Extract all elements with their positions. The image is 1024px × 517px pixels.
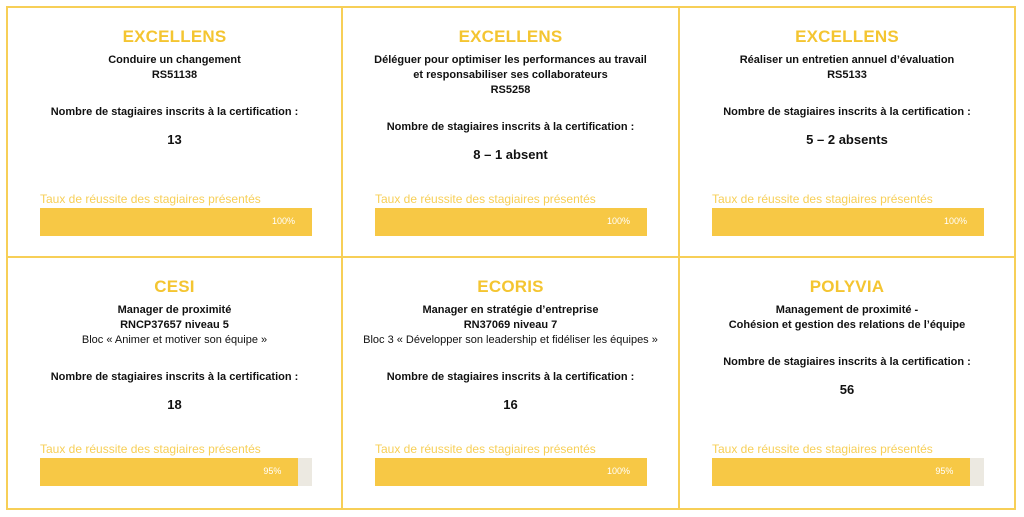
description-line: Management de proximité - <box>775 304 919 316</box>
description-line: Réaliser un entretien annuel d’évaluation <box>739 54 955 66</box>
success-rate-label: Taux de réussite des stagiaires présentés <box>40 192 261 206</box>
enrolled-count: 16 <box>503 397 518 412</box>
success-rate-fill <box>375 208 647 236</box>
success-rate-label: Taux de réussite des stagiaires présentés <box>375 442 596 456</box>
description-line: Bloc « Animer et motiver son équipe » <box>81 334 268 346</box>
success-rate-bar <box>712 208 984 236</box>
description-line: Conduire un changement <box>108 54 241 66</box>
certification-card <box>680 258 1016 510</box>
enrolled-label: Nombre de stagiaires inscrits à la certification : <box>723 356 971 368</box>
success-rate-value: 95% <box>263 466 282 476</box>
enrolled-label: Nombre de stagiaires inscrits à la certification : <box>386 371 635 383</box>
description-line: RS51138 <box>151 69 198 81</box>
success-rate-value: 100% <box>606 466 630 476</box>
success-rate-value: 95% <box>935 466 954 476</box>
description-line: RNCP37657 niveau 5 <box>120 319 229 331</box>
enrolled-count: 8 – 1 absent <box>473 147 548 162</box>
description-line: RS5133 <box>827 69 867 81</box>
certification-description <box>680 303 1014 333</box>
organization-name: EXCELLENS <box>458 27 563 46</box>
certification-card <box>6 258 343 510</box>
success-rate-fill <box>375 458 647 486</box>
success-rate-value: 100% <box>271 216 295 226</box>
certification-card <box>6 6 343 258</box>
certification-description <box>8 53 341 83</box>
enrolled-count: 56 <box>839 382 855 397</box>
success-rate-label: Taux de réussite des stagiaires présentés <box>712 192 933 206</box>
description-line: Manager de proximité <box>117 304 232 316</box>
enrolled-label: Nombre de stagiaires inscrits à la certification : <box>50 106 299 118</box>
certification-grid <box>6 6 1016 510</box>
organization-name: POLYVIA <box>809 277 885 296</box>
certification-description <box>680 53 1014 83</box>
description-line: RN37069 niveau 7 <box>463 319 558 331</box>
description-line: RS5258 <box>490 84 531 96</box>
success-rate-bar <box>375 458 647 486</box>
certification-description <box>343 303 678 348</box>
description-line: Déléguer pour optimiser les performances au travail <box>374 54 647 66</box>
organization-name: ECORIS <box>477 277 544 296</box>
enrolled-label: Nombre de stagiaires inscrits à la certification : <box>723 106 971 118</box>
certification-card <box>343 6 680 258</box>
certification-description <box>8 303 341 348</box>
success-rate-bar <box>712 458 984 486</box>
certification-card <box>680 6 1016 258</box>
certification-description <box>343 53 678 98</box>
success-rate-label: Taux de réussite des stagiaires présentés <box>712 442 933 456</box>
success-rate-bar <box>375 208 647 236</box>
organization-name: EXCELLENS <box>795 27 899 46</box>
success-rate-fill <box>40 458 298 486</box>
description-line: Bloc 3 « Développer son leadership et fidéliser les équipes » <box>363 334 658 346</box>
success-rate-bar <box>40 458 312 486</box>
success-rate-fill <box>712 458 970 486</box>
description-line: et responsabiliser ses collaborateurs <box>413 69 608 81</box>
description-line: Cohésion et gestion des relations de l’équipe <box>728 319 966 331</box>
enrolled-label: Nombre de stagiaires inscrits à la certification : <box>50 371 299 383</box>
success-rate-fill <box>712 208 984 236</box>
enrolled-label: Nombre de stagiaires inscrits à la certification : <box>386 121 635 133</box>
success-rate-fill <box>40 208 312 236</box>
certification-card <box>343 258 680 510</box>
enrolled-count: 13 <box>167 132 182 147</box>
organization-name: EXCELLENS <box>122 27 227 46</box>
success-rate-label: Taux de réussite des stagiaires présentés <box>40 442 261 456</box>
success-rate-value: 100% <box>943 216 967 226</box>
success-rate-label: Taux de réussite des stagiaires présentés <box>375 192 596 206</box>
success-rate-bar <box>40 208 312 236</box>
organization-name: CESI <box>154 277 195 296</box>
enrolled-count: 18 <box>167 397 182 412</box>
success-rate-value: 100% <box>606 216 630 226</box>
description-line: Manager en stratégie d’entreprise <box>422 304 599 316</box>
enrolled-count: 5 – 2 absents <box>806 132 888 147</box>
